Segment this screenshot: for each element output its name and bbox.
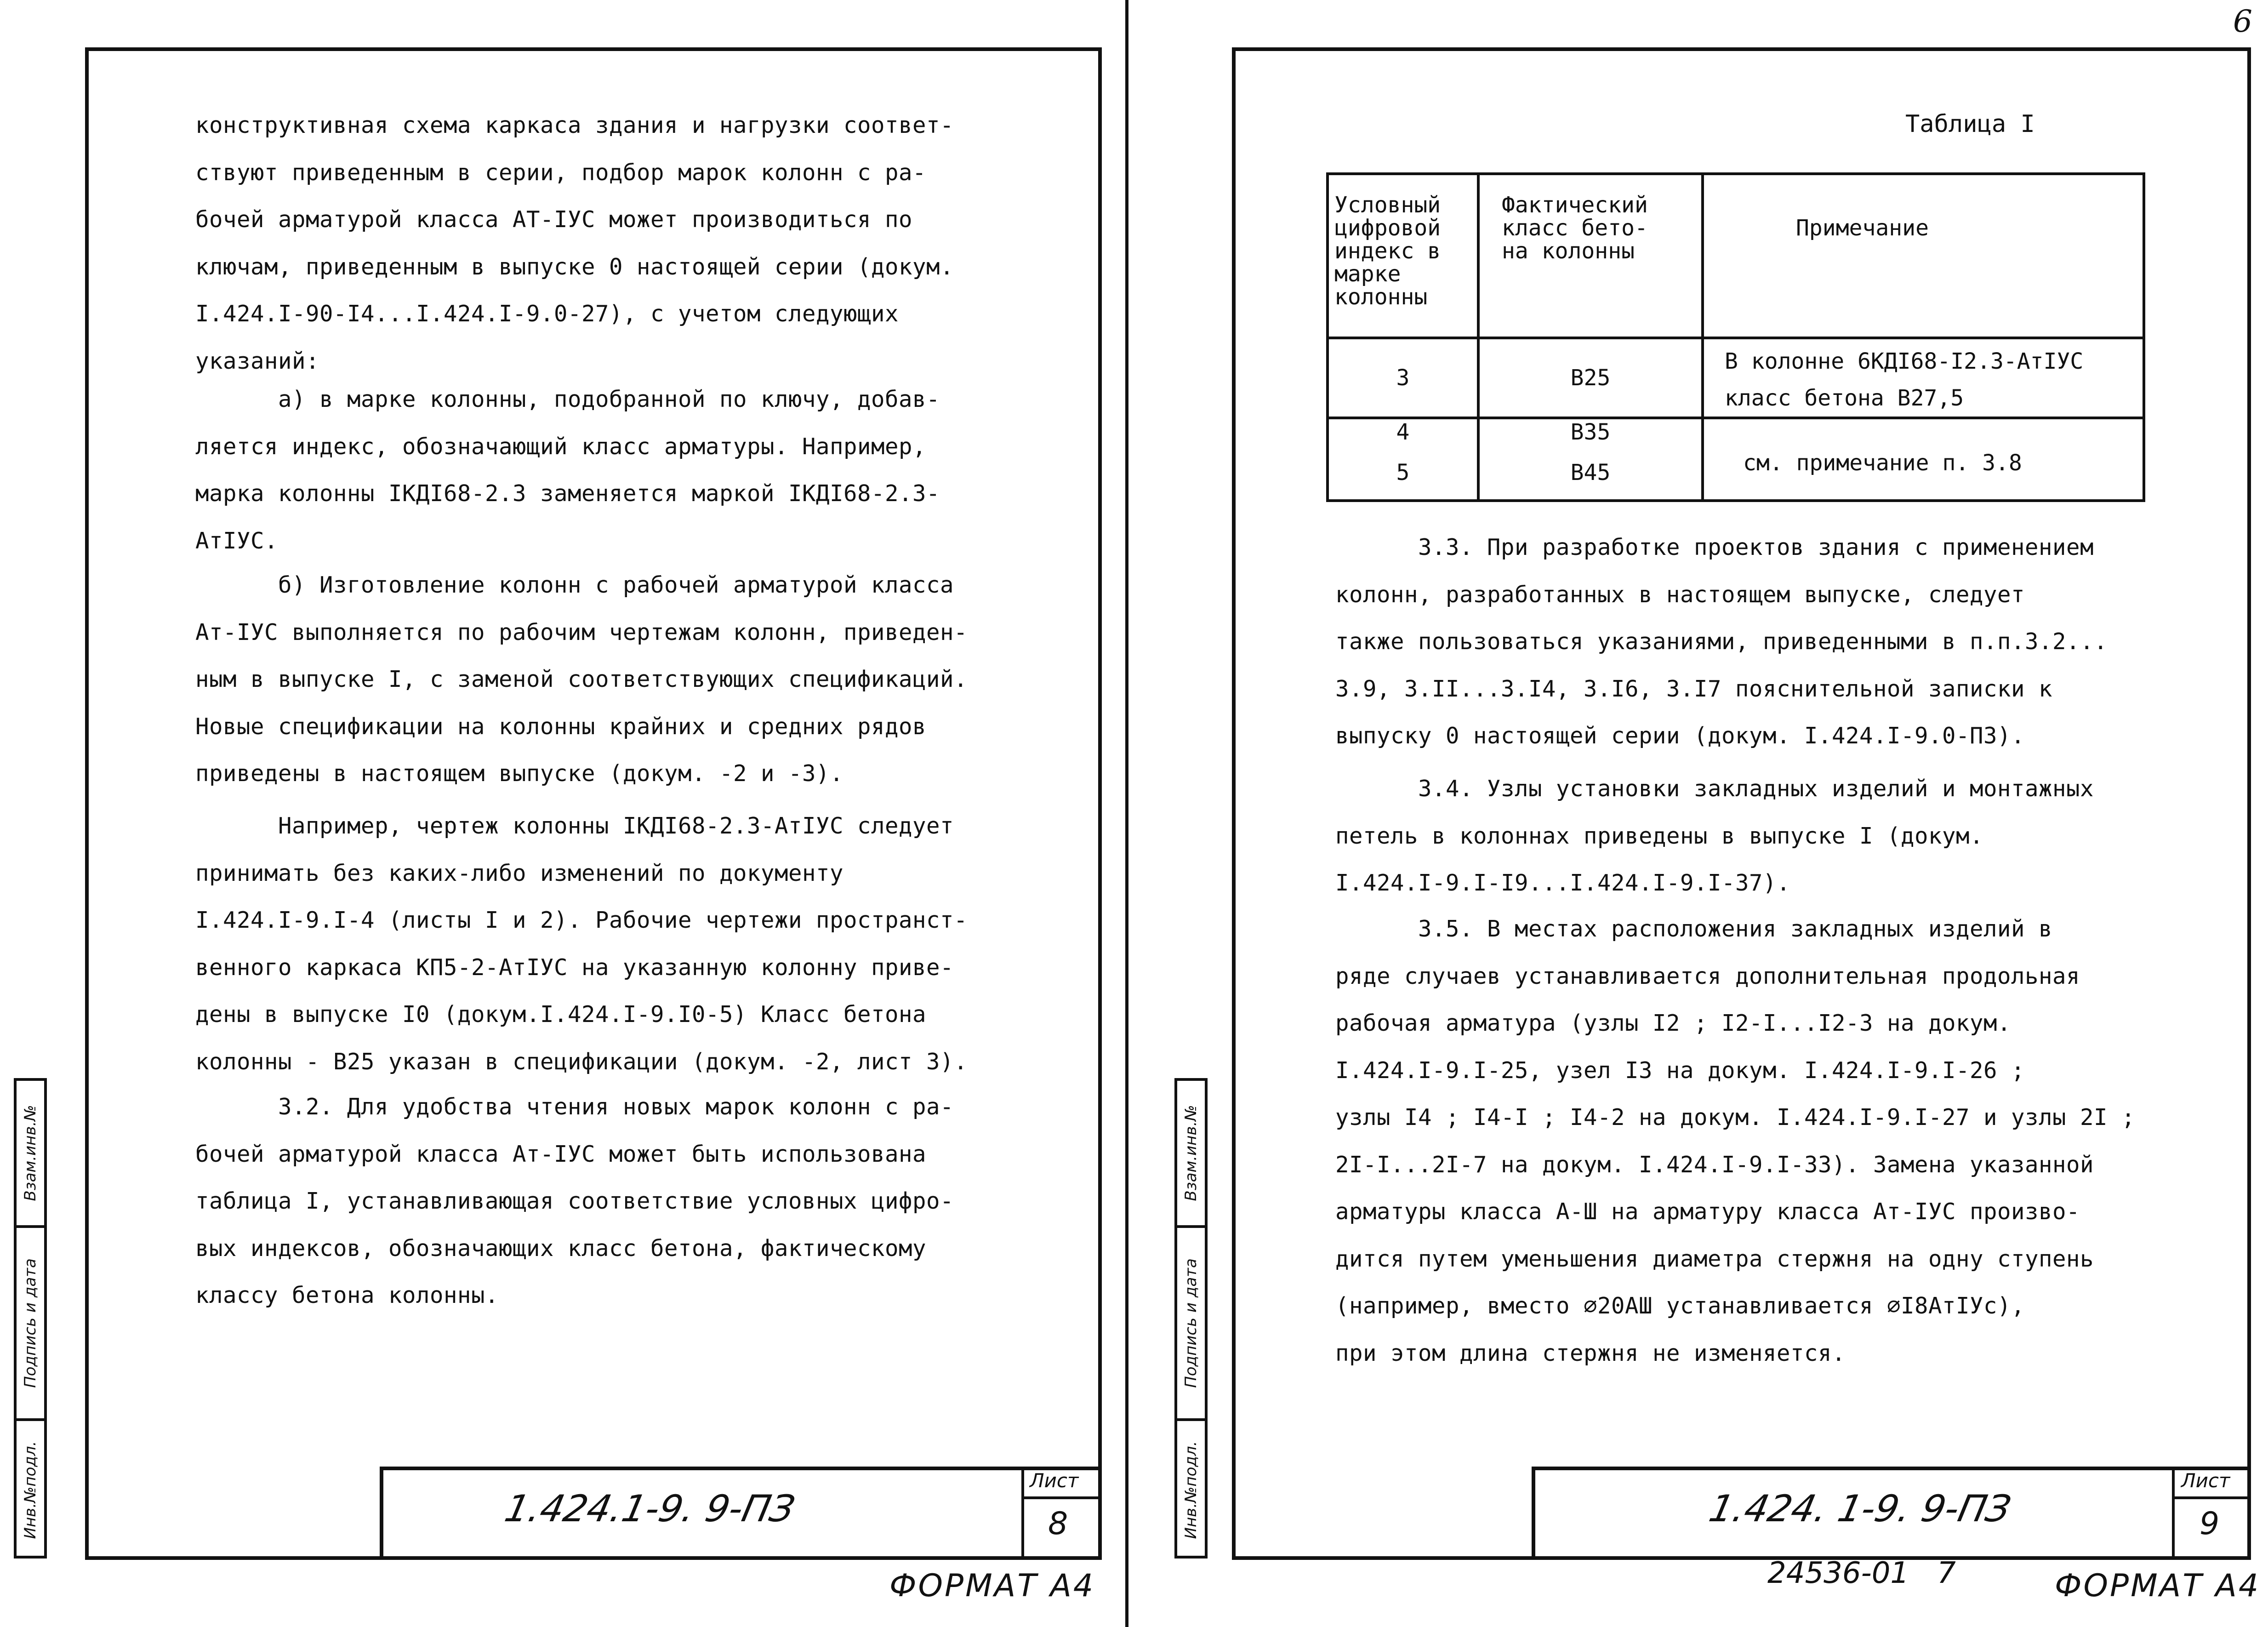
row-class: В45 bbox=[1570, 459, 1611, 485]
right-paragraph-3-4: 3.4. Узлы установки закладных изделий и монтажных петель в колоннах приведены в выпуске I (докум. I.424.I-9.I-I9...I.424.I-9.I-37). bbox=[1335, 776, 2094, 896]
header-note: Примечание bbox=[1796, 215, 1929, 241]
table-header-row bbox=[1328, 174, 2144, 338]
right-bottom-code: 24536-01 7 bbox=[1767, 1556, 1956, 1590]
right-format-label: ФОРМАТ А4 bbox=[2055, 1568, 2261, 1604]
sidebar-cell-sign bbox=[1177, 1225, 1205, 1418]
right-paragraph-3-3: 3.3. При разработке проектов здания с применением колонн, разработанных в настоящем выпуске, следует также пользоваться указаниями, приведенными в п.п.3.2... 3.9, 3.II...3.I4, 3.I6, 3.I7 пояснительной записки к выпуску 0 настоящей серии (докум. I.424.I-9.0-ПЗ). bbox=[1335, 534, 2108, 749]
table-header-cell bbox=[1478, 174, 1703, 338]
table-cell bbox=[1478, 418, 1703, 445]
sidebar-cell-sign bbox=[17, 1225, 44, 1418]
left-sheet-number: 8 bbox=[1048, 1506, 1068, 1542]
header-index: Условный цифровой индекс в марке колонны bbox=[1334, 192, 1441, 310]
row-class: В35 bbox=[1570, 419, 1611, 445]
table-cell bbox=[1328, 338, 1478, 418]
sidebar-label: Инв.№подл. bbox=[21, 1441, 40, 1539]
corner-page-number: 6 bbox=[2233, 4, 2252, 39]
right-sheet-number: 9 bbox=[2200, 1506, 2220, 1542]
table-cell bbox=[1478, 445, 1703, 501]
row-index: 3 bbox=[1396, 365, 1410, 391]
left-paragraph-1: конструктивная схема каркаса здания и нагрузки соответ- ствуют приведенным в серии, подбор марок колонн с ра- бочей арматурой класса АТ-IУС может производиться по ключам, приведенным в выпуске 0 настоящей серии (докум. I.424.I-90-I4...I.424.I-9.0-27), с учетом следующих указаний: bbox=[195, 112, 954, 374]
table-row bbox=[1328, 418, 2144, 445]
row-note: В колонне 6КДI68-I2.3-АтIУС класс бетона В27,5 bbox=[1725, 348, 2084, 411]
right-document-code: 1.424. 1-9. 9-ПЗ bbox=[1705, 1487, 2015, 1530]
left-paragraph-b: б) Изготовление колонн с рабочей арматурой класса Ат-IУС выполняется по рабочим чертежам колонн, приведен- ным в выпуске I, с заменой соответствующих спецификаций. Новые спецификации на колонны крайних и средних рядов приведены в настоящем выпуске (докум. -2 и -3). bbox=[195, 572, 968, 787]
right-sidebar-stamp bbox=[1174, 1078, 1208, 1558]
table-cell bbox=[1328, 418, 1478, 445]
table-cell bbox=[1703, 338, 2144, 418]
table-header-cell bbox=[1703, 174, 2144, 338]
table-header-cell bbox=[1328, 174, 1478, 338]
table-cell bbox=[1328, 445, 1478, 501]
table-cell bbox=[1703, 418, 2144, 501]
left-sheet-label: Лист bbox=[1030, 1469, 1079, 1492]
left-format-label: ФОРМАТ А4 bbox=[889, 1568, 1095, 1604]
sidebar-label: Инв.№подл. bbox=[1182, 1441, 1200, 1539]
row-note: см. примечание п. 3.8 bbox=[1743, 450, 2022, 476]
sidebar-label: Подпись и дата bbox=[21, 1258, 40, 1388]
table-row bbox=[1328, 338, 2144, 418]
right-paragraph-3-5: 3.5. В местах расположения закладных изделий в ряде случаев устанавливается дополнительная продольная рабочая арматура (узлы I2 ; I2-I...I2-3 на докум. I.424.I-9.I-25, узел I3 на докум. I.424.I-9.I-26 ; узлы I4 ; I4-I ; I4-2 на докум. I.424.I-9.I-27 и узлы 2I ; 2I-I...2I-7 на докум. I.424.I-9.I-33). Замена указанной арматуры класса А-Ш на арматуру класса Ат-IУС произво- дится путем уменьшения диаметра стержня на одну ступень (например, вместо ⌀20АШ устанавливается ⌀I8АтIУс), при этом длина стержня не изменяется. bbox=[1335, 916, 2136, 1366]
table-cell bbox=[1478, 338, 1703, 418]
header-actual-class: Фактический класс бето- на колонны bbox=[1502, 192, 1648, 264]
sidebar-cell-replace bbox=[17, 1078, 44, 1225]
row-index: 5 bbox=[1396, 459, 1410, 485]
left-sidebar-stamp bbox=[14, 1078, 47, 1558]
row-class: В25 bbox=[1570, 365, 1611, 391]
left-paragraph-example: Например, чертеж колонны IКДI68-2.3-АтIУС следует принимать без каких-либо изменений по документу I.424.I-9.I-4 (листы I и 2). Рабочие чертежи пространст- венного каркаса КП5-2-АтIУС на указанную колонну приве- дены в выпуске I0 (докум.I.424.I-9.I0-5) Класс бетона колонны - В25 указан в спецификации (докум. -2, лист 3). bbox=[195, 813, 968, 1075]
sidebar-label: Подпись и дата bbox=[1182, 1258, 1200, 1388]
sidebar-cell-replace bbox=[1177, 1078, 1205, 1225]
table-title: Таблица I bbox=[1905, 110, 2035, 138]
sidebar-cell-inv bbox=[17, 1418, 44, 1558]
page-divider bbox=[1125, 0, 1128, 1627]
sidebar-label: Взам.инв.№ bbox=[21, 1105, 40, 1201]
concrete-class-table bbox=[1326, 172, 2145, 502]
left-sheet-separator bbox=[1021, 1496, 1102, 1499]
left-paragraph-3-2: 3.2. Для удобства чтения новых марок колонн с ра- бочей арматурой класса Ат-IУС может быть использована таблица I, устанавливающая соответствие условных цифро- вых индексов, обозначающих класс бетона, фактическому классу бетона колонны. bbox=[195, 1094, 954, 1308]
sidebar-cell-inv bbox=[1177, 1418, 1205, 1558]
right-sheet-label: Лист bbox=[2181, 1469, 2230, 1492]
row-index: 4 bbox=[1396, 419, 1410, 445]
left-paragraph-a: а) в марке колонны, подобранной по ключу, добав- ляется индекс, обозначающий класс арматуры. Например, марка колонны IКДI68-2.3 заменяется маркой IКДI68-2.3- АтIУС. bbox=[195, 386, 940, 554]
left-document-code: 1.424.1-9. 9-ПЗ bbox=[501, 1487, 799, 1530]
sidebar-label: Взам.инв.№ bbox=[1182, 1105, 1200, 1201]
right-sheet-separator bbox=[2172, 1496, 2251, 1499]
